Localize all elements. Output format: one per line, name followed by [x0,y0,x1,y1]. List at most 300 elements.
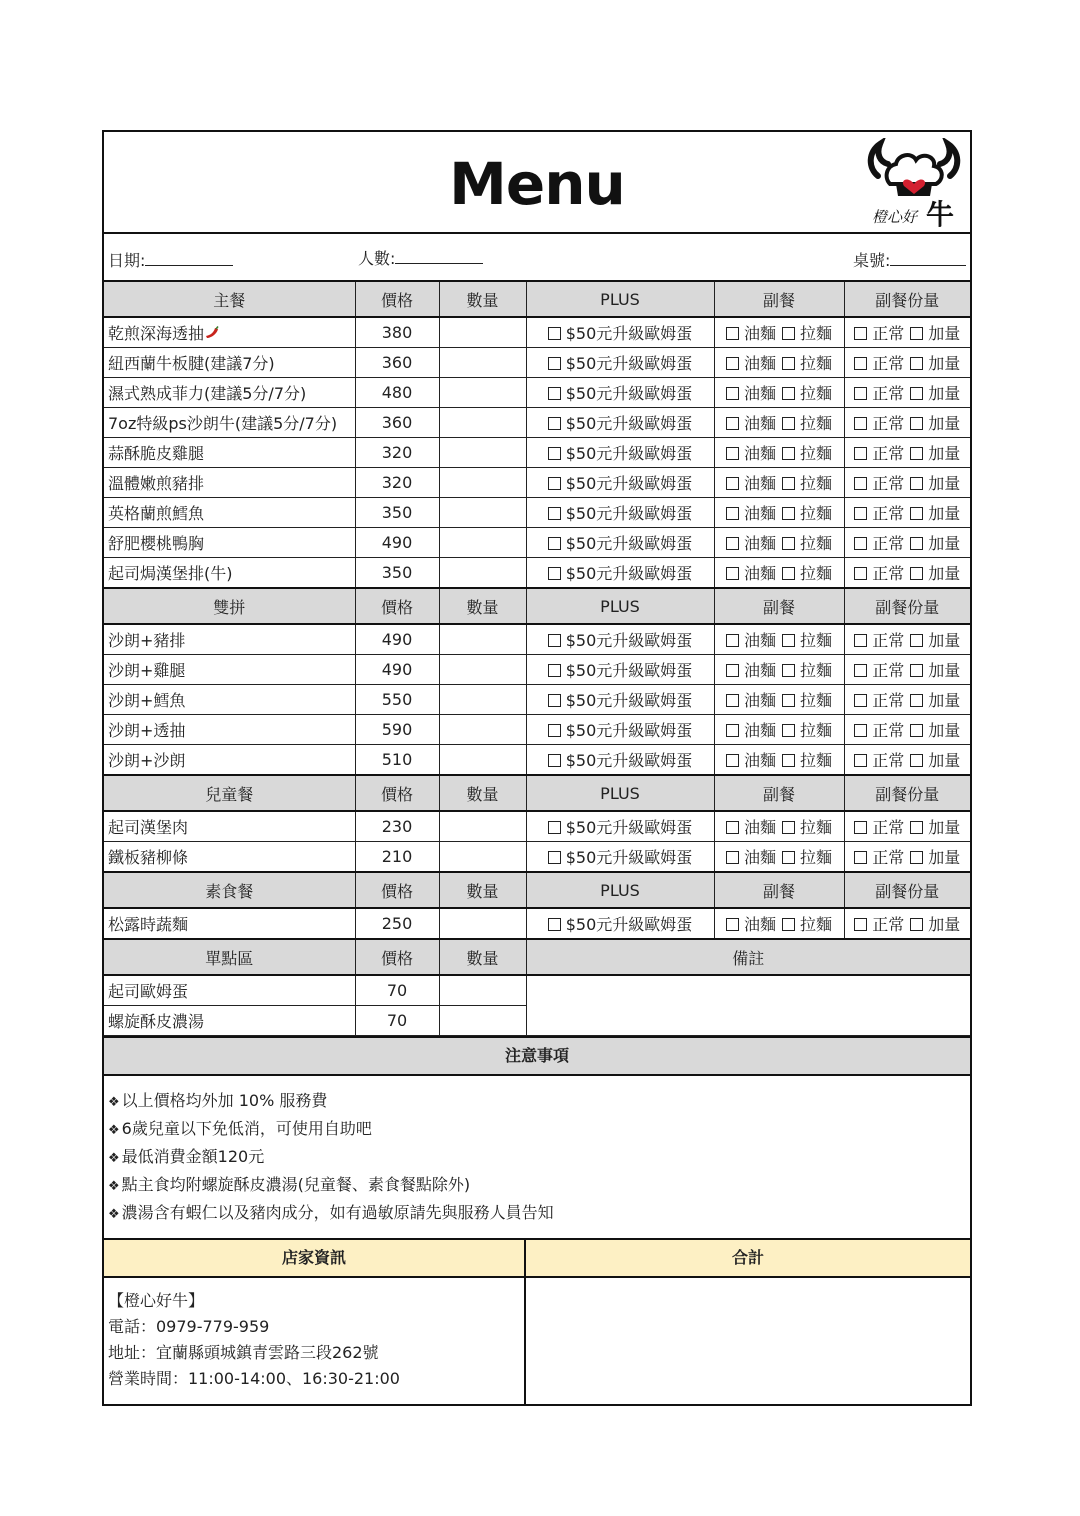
quantity-cell[interactable] [439,908,526,939]
side-oil-noodle-label: 油麵 [743,504,776,523]
portion-extra-label: 加量 [928,848,961,867]
chili-pepper-icon [204,326,220,340]
square-checkbox-icon[interactable] [782,664,795,677]
portion-extra-label: 加量 [928,414,961,433]
portion-extra-option[interactable] [910,411,960,434]
item-name: 松露時蔬麵 [108,915,189,934]
portion-extra-option[interactable] [910,658,960,681]
side-ramen-label: 拉麵 [800,818,833,837]
square-checkbox-icon[interactable] [548,417,561,430]
category-header: 雙拼 [104,588,355,624]
diamond-bullet-icon: ❖ [108,1207,120,1222]
notice-item [108,1116,966,1144]
portion-normal-option[interactable] [854,441,904,464]
plus-cell [526,624,714,655]
side-oil-noodle-option[interactable] [726,381,776,404]
square-checkbox-icon[interactable] [548,634,561,647]
quantity-cell[interactable] [439,468,526,498]
square-checkbox-icon[interactable] [726,821,739,834]
square-checkbox-icon[interactable] [854,821,867,834]
portion-extra-option[interactable] [910,628,960,651]
table-field[interactable] [853,248,966,271]
plus-omelette-label: $50元升級歐姆蛋 [565,631,693,650]
item-price: 490 [355,624,439,655]
remark-area[interactable] [526,975,970,1036]
date-field[interactable] [108,248,233,271]
side-oil-noodle-option[interactable] [726,658,776,681]
side-ramen-label: 拉麵 [800,474,833,493]
square-checkbox-icon[interactable] [910,821,923,834]
square-checkbox-icon[interactable] [548,821,561,834]
plus-omelette-option[interactable] [548,501,693,524]
quantity-cell[interactable] [439,408,526,438]
item-name: 螺旋酥皮濃湯 [104,1006,355,1036]
total-title: 合計 [526,1240,970,1278]
square-checkbox-icon[interactable] [782,851,795,864]
square-checkbox-icon[interactable] [782,447,795,460]
people-field[interactable] [358,246,483,269]
item-price: 490 [355,528,439,558]
portion-normal-option[interactable] [854,748,904,771]
portion-normal-option[interactable] [854,321,904,344]
square-checkbox-icon[interactable] [910,567,923,580]
portion-normal-option[interactable] [854,411,904,434]
portion-cell [844,624,970,655]
square-checkbox-icon[interactable] [726,477,739,490]
portion-extra-option[interactable] [910,351,960,374]
footer-section [104,1240,970,1404]
category-header: 主餐 [104,282,355,317]
menu-sheet [102,130,972,1406]
diamond-bullet-icon: ❖ [108,1123,120,1138]
square-checkbox-icon[interactable] [910,918,923,931]
portion-normal-option[interactable] [854,561,904,584]
portion-cell [844,528,970,558]
square-checkbox-icon[interactable] [854,507,867,520]
square-checkbox-icon[interactable] [910,694,923,707]
square-checkbox-icon[interactable] [910,477,923,490]
plus-header: PLUS [526,282,714,317]
portion-extra-option[interactable] [910,688,960,711]
side-ramen-label: 拉麵 [800,631,833,650]
square-checkbox-icon[interactable] [726,664,739,677]
plus-omelette-label: $50元升級歐姆蛋 [565,564,693,583]
side-oil-noodle-option[interactable] [726,845,776,868]
side-cell [714,685,844,715]
item-name: 舒肥櫻桃鴨胸 [108,534,205,553]
item-price: 350 [355,558,439,589]
square-checkbox-icon[interactable] [854,567,867,580]
square-checkbox-icon[interactable] [726,634,739,647]
portion-extra-label: 加量 [928,504,961,523]
portion-extra-option[interactable] [910,912,960,935]
quantity-cell[interactable] [439,811,526,842]
square-checkbox-icon[interactable] [854,918,867,931]
square-checkbox-icon[interactable] [854,417,867,430]
table-row [104,438,970,468]
side-cell [714,908,844,939]
side-oil-noodle-option[interactable] [726,718,776,741]
portion-normal-option[interactable] [854,845,904,868]
side-oil-noodle-option[interactable] [726,628,776,651]
square-checkbox-icon[interactable] [854,754,867,767]
portion-normal-option[interactable] [854,351,904,374]
portion-extra-option[interactable] [910,815,960,838]
side-ramen-option[interactable] [782,748,832,771]
plus-omelette-option[interactable] [548,441,693,464]
square-checkbox-icon[interactable] [910,357,923,370]
square-checkbox-icon[interactable] [782,327,795,340]
square-checkbox-icon[interactable] [782,507,795,520]
square-checkbox-icon[interactable] [854,537,867,550]
plus-omelette-option[interactable] [548,628,693,651]
table-row [104,348,970,378]
quantity-cell[interactable] [439,528,526,558]
diamond-bullet-icon: ❖ [108,1151,120,1166]
portion-extra-option[interactable] [910,845,960,868]
portion-extra-option[interactable] [910,531,960,554]
quantity-cell[interactable] [439,685,526,715]
square-checkbox-icon[interactable] [910,507,923,520]
square-checkbox-icon[interactable] [854,724,867,737]
square-checkbox-icon[interactable] [548,507,561,520]
side-header: 副餐 [714,872,844,908]
item-name: 蒜酥脆皮雞腿 [108,444,205,463]
square-checkbox-icon[interactable] [548,567,561,580]
square-checkbox-icon[interactable] [726,327,739,340]
item-name-cell [104,348,355,378]
square-checkbox-icon[interactable] [854,664,867,677]
square-checkbox-icon[interactable] [726,387,739,400]
portion-extra-option[interactable] [910,718,960,741]
portion-normal-label: 正常 [872,534,905,553]
svg-text:牛: 牛 [926,198,955,228]
square-checkbox-icon[interactable] [854,851,867,864]
square-checkbox-icon[interactable] [782,724,795,737]
side-oil-noodle-option[interactable] [726,815,776,838]
section-header-row [104,872,970,908]
info-row [104,234,970,282]
side-ramen-option[interactable] [782,471,832,494]
side-cell [714,655,844,685]
portion-normal-option[interactable] [854,381,904,404]
square-checkbox-icon[interactable] [548,664,561,677]
portion-cell [844,558,970,589]
square-checkbox-icon[interactable] [726,567,739,580]
table-blank[interactable] [890,251,966,266]
square-checkbox-icon[interactable] [910,447,923,460]
side-ramen-option[interactable] [782,658,832,681]
plus-omelette-option[interactable] [548,845,693,868]
square-checkbox-icon[interactable] [854,327,867,340]
square-checkbox-icon[interactable] [854,694,867,707]
plus-cell [526,408,714,438]
side-ramen-option[interactable] [782,381,832,404]
quantity-cell[interactable] [439,624,526,655]
square-checkbox-icon[interactable] [910,754,923,767]
portion-extra-label: 加量 [928,444,961,463]
notice-item [108,1144,966,1172]
plus-omelette-option[interactable] [548,471,693,494]
table-label: 桌號: [853,251,891,270]
item-name: 濕式熟成菲力(建議5分/7分) [108,384,307,403]
portion-normal-option[interactable] [854,815,904,838]
side-oil-noodle-option[interactable] [726,561,776,584]
square-checkbox-icon[interactable] [548,447,561,460]
plus-omelette-label: $50元升級歐姆蛋 [565,691,693,710]
square-checkbox-icon[interactable] [548,357,561,370]
side-ramen-option[interactable] [782,441,832,464]
square-checkbox-icon[interactable] [782,537,795,550]
portion-normal-option[interactable] [854,688,904,711]
item-name: 鐵板豬柳條 [108,848,189,867]
square-checkbox-icon[interactable] [726,507,739,520]
plus-cell [526,378,714,408]
side-cell [714,842,844,873]
portion-extra-option[interactable] [910,501,960,524]
quantity-cell[interactable] [439,378,526,408]
square-checkbox-icon[interactable] [726,918,739,931]
side-ramen-option[interactable] [782,501,832,524]
square-checkbox-icon[interactable] [910,634,923,647]
square-checkbox-icon[interactable] [782,821,795,834]
side-ramen-option[interactable] [782,628,832,651]
square-checkbox-icon[interactable] [726,724,739,737]
side-oil-noodle-option[interactable] [726,912,776,935]
item-name-cell [104,438,355,468]
table-row [104,528,970,558]
side-ramen-option[interactable] [782,531,832,554]
portion-normal-label: 正常 [872,915,905,934]
quantity-cell[interactable] [439,348,526,378]
portion-normal-label: 正常 [872,564,905,583]
portion-normal-option[interactable] [854,628,904,651]
people-label: 人數: [358,249,396,268]
item-name: 沙朗+沙朗 [108,751,186,770]
portion-cell [844,348,970,378]
portion-header: 副餐份量 [844,282,970,317]
side-ramen-label: 拉麵 [800,534,833,553]
item-name-cell [104,745,355,776]
side-ramen-option[interactable] [782,718,832,741]
square-checkbox-icon[interactable] [910,664,923,677]
square-checkbox-icon[interactable] [782,387,795,400]
square-checkbox-icon[interactable] [910,851,923,864]
portion-normal-option[interactable] [854,471,904,494]
side-oil-noodle-option[interactable] [726,501,776,524]
square-checkbox-icon[interactable] [910,417,923,430]
square-checkbox-icon[interactable] [854,447,867,460]
side-ramen-option[interactable] [782,815,832,838]
table-row [104,745,970,776]
item-name-cell [104,685,355,715]
plus-omelette-label: $50元升級歐姆蛋 [565,751,693,770]
portion-extra-label: 加量 [928,324,961,343]
square-checkbox-icon[interactable] [726,447,739,460]
plus-omelette-option[interactable] [548,815,693,838]
square-checkbox-icon[interactable] [726,754,739,767]
square-checkbox-icon[interactable] [910,537,923,550]
plus-omelette-option[interactable] [548,561,693,584]
total-area[interactable] [526,1278,970,1404]
square-checkbox-icon[interactable] [548,477,561,490]
square-checkbox-icon[interactable] [548,724,561,737]
side-oil-noodle-label: 油麵 [743,691,776,710]
table-row [104,378,970,408]
section-header-row [104,282,970,317]
item-price: 210 [355,842,439,873]
square-checkbox-icon[interactable] [782,694,795,707]
side-oil-noodle-label: 油麵 [743,474,776,493]
menu-table [104,282,970,1036]
side-ramen-option[interactable] [782,351,832,374]
side-oil-noodle-option[interactable] [726,321,776,344]
side-oil-noodle-option[interactable] [726,531,776,554]
side-ramen-option[interactable] [782,912,832,935]
side-ramen-option[interactable] [782,321,832,344]
plus-cell [526,908,714,939]
square-checkbox-icon[interactable] [782,634,795,647]
square-checkbox-icon[interactable] [548,327,561,340]
side-oil-noodle-option[interactable] [726,441,776,464]
date-blank[interactable] [145,251,233,266]
quantity-cell[interactable] [439,498,526,528]
portion-header: 副餐份量 [844,872,970,908]
quantity-cell[interactable] [439,558,526,589]
portion-extra-option[interactable] [910,321,960,344]
square-checkbox-icon[interactable] [548,387,561,400]
plus-omelette-option[interactable] [548,688,693,711]
square-checkbox-icon[interactable] [726,537,739,550]
quantity-cell[interactable] [439,438,526,468]
portion-extra-option[interactable] [910,441,960,464]
square-checkbox-icon[interactable] [910,724,923,737]
square-checkbox-icon[interactable] [548,537,561,550]
notice-item [108,1172,966,1200]
square-checkbox-icon[interactable] [854,387,867,400]
square-checkbox-icon[interactable] [854,357,867,370]
portion-normal-label: 正常 [872,414,905,433]
plus-omelette-option[interactable] [548,381,693,404]
plus-omelette-option[interactable] [548,658,693,681]
store-hours: 營業時間：11:00-14:00、16:30-21:00 [108,1369,400,1388]
portion-normal-label: 正常 [872,848,905,867]
square-checkbox-icon[interactable] [782,417,795,430]
store-info-body [104,1278,524,1404]
side-ramen-option[interactable] [782,845,832,868]
portion-normal-label: 正常 [872,384,905,403]
portion-normal-option[interactable] [854,718,904,741]
side-oil-noodle-option[interactable] [726,471,776,494]
quantity-cell[interactable] [439,1006,526,1036]
square-checkbox-icon[interactable] [854,634,867,647]
square-checkbox-icon[interactable] [910,327,923,340]
item-price: 320 [355,438,439,468]
portion-cell [844,908,970,939]
square-checkbox-icon[interactable] [854,477,867,490]
plus-omelette-option[interactable] [548,718,693,741]
portion-cell [844,498,970,528]
item-name: 起司歐姆蛋 [104,975,355,1006]
portion-normal-option[interactable] [854,658,904,681]
square-checkbox-icon[interactable] [910,387,923,400]
square-checkbox-icon[interactable] [548,694,561,707]
side-header: 副餐 [714,775,844,811]
side-oil-noodle-label: 油麵 [743,384,776,403]
portion-normal-option[interactable] [854,912,904,935]
square-checkbox-icon[interactable] [782,567,795,580]
plus-omelette-label: $50元升級歐姆蛋 [565,444,693,463]
quantity-cell[interactable] [439,842,526,873]
plus-omelette-option[interactable] [548,321,693,344]
quantity-cell[interactable] [439,715,526,745]
portion-extra-option[interactable] [910,561,960,584]
plus-omelette-option[interactable] [548,748,693,771]
side-oil-noodle-label: 油麵 [743,324,776,343]
portion-normal-label: 正常 [872,691,905,710]
people-blank[interactable] [395,249,483,264]
portion-normal-option[interactable] [854,501,904,524]
side-oil-noodle-option[interactable] [726,411,776,434]
plus-omelette-option[interactable] [548,351,693,374]
plus-omelette-option[interactable] [548,912,693,935]
square-checkbox-icon[interactable] [782,477,795,490]
portion-extra-option[interactable] [910,381,960,404]
square-checkbox-icon[interactable] [726,417,739,430]
price-header: 價格 [355,588,439,624]
plus-omelette-option[interactable] [548,411,693,434]
plus-cell [526,685,714,715]
quantity-cell[interactable] [439,745,526,776]
side-ramen-label: 拉麵 [800,384,833,403]
quantity-cell[interactable] [439,655,526,685]
portion-header: 副餐份量 [844,775,970,811]
portion-extra-option[interactable] [910,748,960,771]
square-checkbox-icon[interactable] [782,754,795,767]
square-checkbox-icon[interactable] [726,357,739,370]
diamond-bullet-icon: ❖ [108,1179,120,1194]
side-ramen-option[interactable] [782,411,832,434]
side-ramen-label: 拉麵 [800,504,833,523]
portion-cell [844,842,970,873]
square-checkbox-icon[interactable] [548,851,561,864]
portion-normal-option[interactable] [854,531,904,554]
plus-omelette-label: $50元升級歐姆蛋 [565,384,693,403]
square-checkbox-icon[interactable] [548,918,561,931]
portion-extra-label: 加量 [928,661,961,680]
quantity-header: 數量 [439,588,526,624]
side-cell [714,408,844,438]
quantity-cell[interactable] [439,317,526,348]
table-row [104,468,970,498]
side-ramen-option[interactable] [782,688,832,711]
side-oil-noodle-option[interactable] [726,351,776,374]
portion-normal-label: 正常 [872,474,905,493]
square-checkbox-icon[interactable] [726,694,739,707]
side-oil-noodle-option[interactable] [726,688,776,711]
portion-extra-option[interactable] [910,471,960,494]
plus-cell [526,348,714,378]
side-oil-noodle-option[interactable] [726,748,776,771]
quantity-cell[interactable] [439,975,526,1006]
square-checkbox-icon[interactable] [782,357,795,370]
square-checkbox-icon[interactable] [782,918,795,931]
square-checkbox-icon[interactable] [548,754,561,767]
side-ramen-option[interactable] [782,561,832,584]
plus-omelette-option[interactable] [548,531,693,554]
square-checkbox-icon[interactable] [726,851,739,864]
item-name: 沙朗+透抽 [108,721,186,740]
